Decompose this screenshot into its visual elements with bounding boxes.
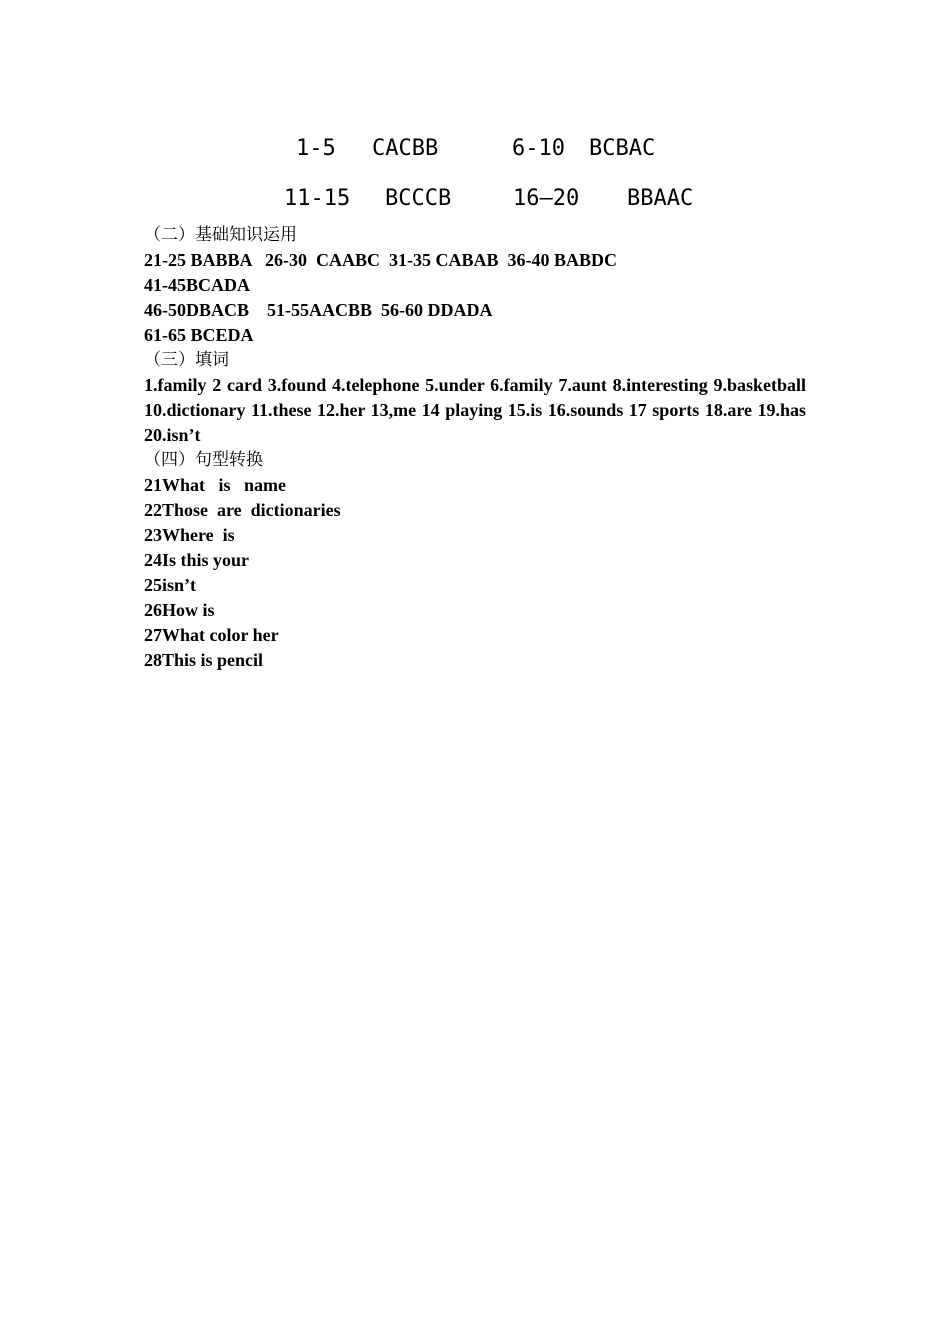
- answer-set: BCCCB: [385, 186, 452, 211]
- range-label: 6-10: [512, 136, 565, 161]
- answer-key-body: [144, 223, 806, 673]
- section-heading-fill-words: （三）填词: [144, 350, 229, 370]
- answer-line: 21What is name: [144, 475, 287, 495]
- answer-line: 46-50DBACB 51-55AACBB 56-60 DDADA: [144, 300, 493, 320]
- section-heading-basic-knowledge: （二）基础知识运用: [144, 225, 297, 245]
- range-label: 16—20: [513, 186, 580, 211]
- answer-set: BCBAC: [589, 136, 656, 161]
- answer-line: 22Those are dictionaries: [144, 500, 341, 520]
- answer-line: 61-65 BCEDA: [144, 325, 254, 345]
- answer-line: 24Is this your: [144, 550, 250, 570]
- section-heading-sentence-transform: （四）句型转换: [144, 450, 263, 470]
- range-label: 1-5: [296, 136, 336, 161]
- answer-set: CACBB: [372, 136, 439, 161]
- answer-line: 28This is pencil: [144, 650, 264, 670]
- range-label: 11-15: [284, 186, 351, 211]
- answer-set: BBAAC: [627, 186, 694, 211]
- answer-line: 26How is: [144, 600, 215, 620]
- fill-words-paragraph: 1.family 2 card 3.found 4.telephone 5.under 6.family 7.aunt 8.interesting 9.basketball 10.dictionary 11.these 12.her 13,me 14 playing 15.is 16.sounds 17 sports 18.are 19.has 20.isn’t: [144, 375, 806, 445]
- answer-line: 25isn’t: [144, 575, 197, 595]
- answer-line: 27What color her: [144, 625, 279, 645]
- answer-line: 41-45BCADA: [144, 275, 250, 295]
- answer-line: 23Where is: [144, 525, 235, 545]
- answer-line: 21-25 BABBA 26-30 CAABC 31-35 CABAB 36-40 BABDC: [144, 250, 618, 270]
